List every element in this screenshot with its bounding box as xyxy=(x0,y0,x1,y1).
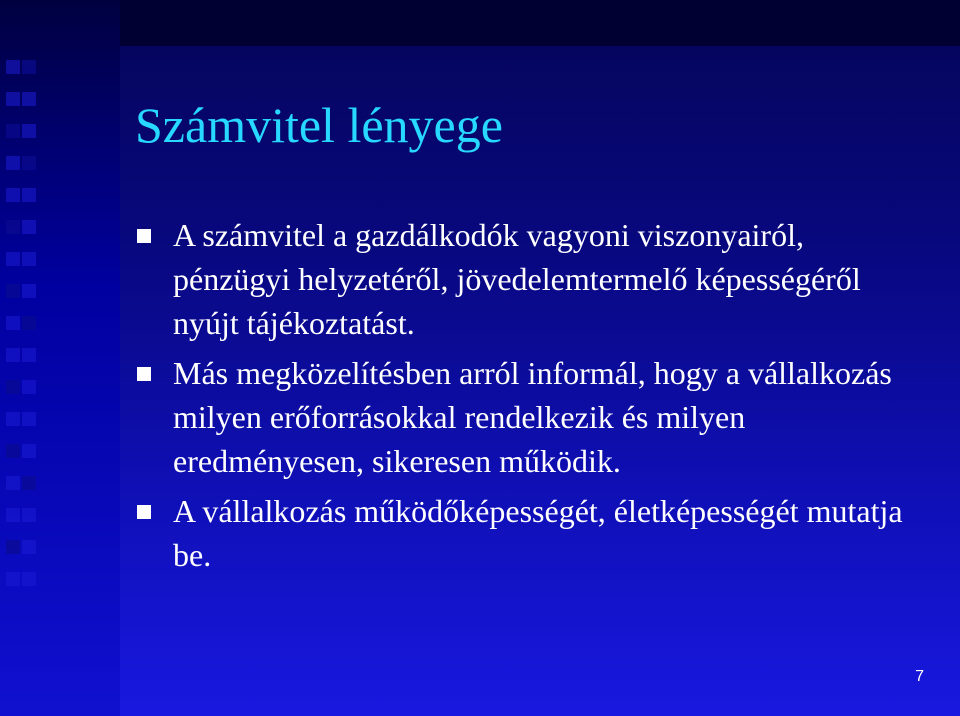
bullet-text: A vállalkozás működőképességét, életképességét mutatja be. xyxy=(173,493,903,573)
bullet-text: A számvitel a gazdálkodók vagyoni viszonyairól, pénzügyi helyzetéről, jövedelemtermelő képességéről nyújt tájékoztatást. xyxy=(173,217,861,341)
square-bullet-icon xyxy=(137,229,151,243)
bullet-text: Más megközelítésben arról informál, hogy a vállalkozás milyen erőforrásokkal rendelkezik és milyen eredményesen, sikeresen működik. xyxy=(173,355,892,479)
bullet-item xyxy=(135,351,925,483)
square-bullet-icon xyxy=(137,367,151,381)
top-decorative-band xyxy=(0,0,960,46)
left-decorative-strip xyxy=(0,0,120,716)
square-bullet-icon xyxy=(137,505,151,519)
bullet-item xyxy=(135,489,925,577)
bullet-item xyxy=(135,213,925,345)
page-number: 7 xyxy=(915,668,924,685)
bullet-list xyxy=(135,213,925,583)
slide-title: Számvitel lényege xyxy=(135,97,503,153)
